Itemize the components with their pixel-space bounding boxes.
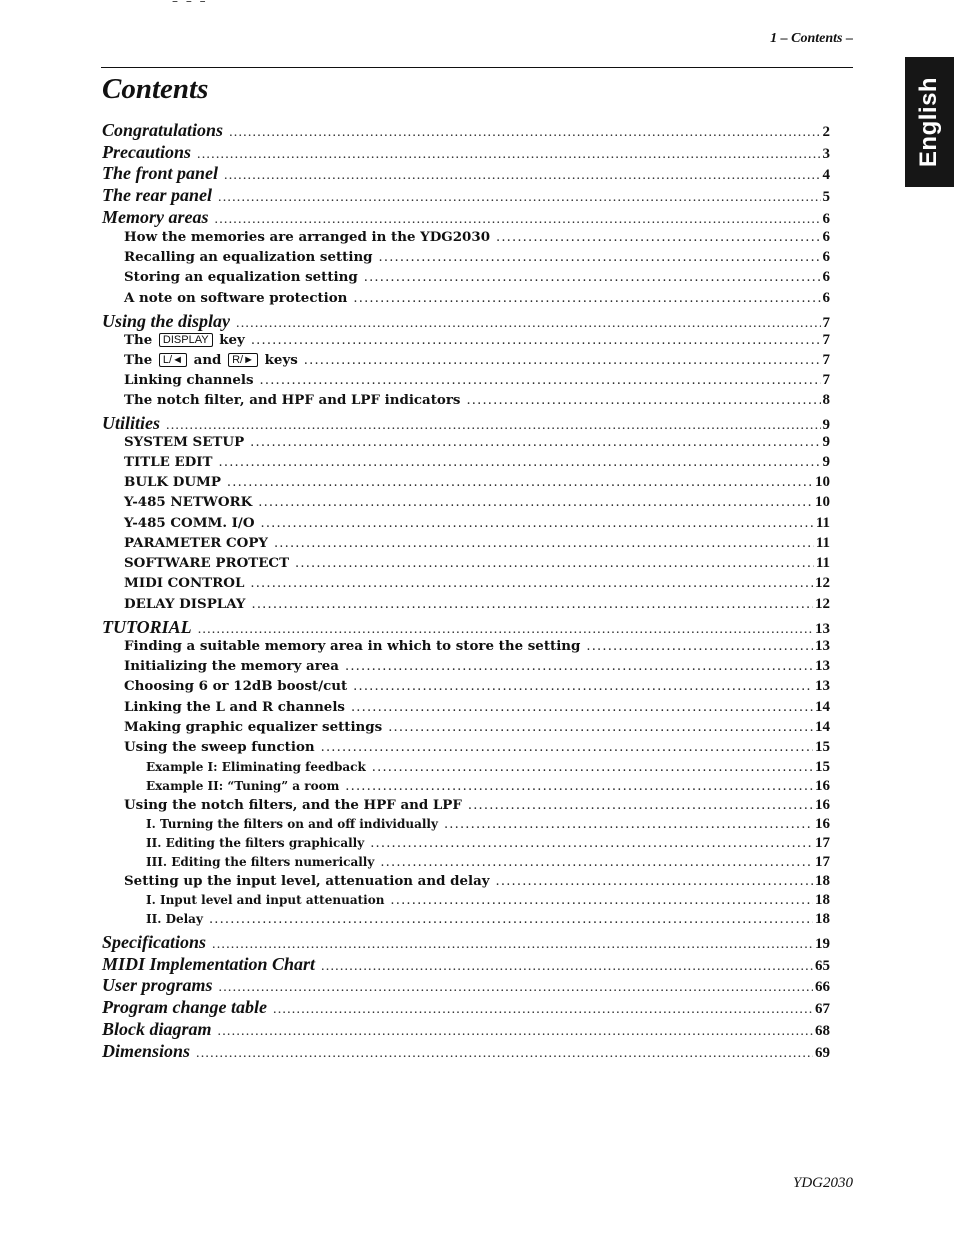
toc-entry-page: 10	[815, 494, 830, 510]
toc-entry-page: 16	[815, 797, 830, 813]
dot-leader	[196, 1046, 813, 1062]
toc-entry-page: 66	[815, 979, 830, 995]
display-key-icon: DISPLAY	[159, 333, 213, 347]
toc-entry-page: 9	[822, 454, 830, 470]
header-rule	[101, 67, 853, 68]
dot-leader	[258, 495, 813, 510]
toc-entry[interactable]	[102, 1041, 830, 1063]
toc-entry-label: II. Editing the filters graphically	[146, 836, 365, 850]
toc-entry-label: Storing an equalization setting	[124, 269, 358, 285]
dot-leader	[321, 959, 813, 975]
toc-entry[interactable]	[124, 434, 830, 456]
toc-entry-label: Using the display	[102, 311, 231, 331]
toc-entry-page: 12	[815, 596, 830, 612]
dot-leader	[370, 836, 813, 851]
dot-leader	[390, 893, 813, 908]
toc-entry-page: 18	[815, 892, 830, 908]
toc-entry-page: 14	[815, 699, 830, 715]
dot-leader	[166, 418, 821, 434]
toc-entry[interactable]	[102, 311, 830, 333]
dot-leader	[274, 536, 814, 551]
toc-entry-page: 6	[822, 249, 830, 265]
toc-entry-label: Linking the L and R channels	[124, 699, 345, 715]
top-crop-mark: – – –	[172, 0, 208, 8]
dot-leader	[351, 700, 813, 715]
toc-entry[interactable]	[102, 413, 830, 435]
toc-entry-page: 17	[815, 835, 830, 851]
toc-entry-page: 6	[822, 211, 830, 227]
toc-entry-label: Setting up the input level, attenuation and delay	[124, 873, 490, 889]
toc-entry-page: 16	[815, 816, 830, 832]
toc-entry-page: 6	[822, 229, 830, 245]
toc-entry[interactable]	[124, 474, 830, 496]
toc-entry-label: SYSTEM SETUP	[124, 434, 245, 450]
dot-leader	[198, 622, 813, 638]
toc-entry-page: 6	[822, 269, 830, 285]
toc-entry-page: 13	[815, 621, 830, 637]
toc-entry[interactable]	[124, 515, 830, 537]
toc-entry-page: 7	[822, 372, 830, 388]
dot-leader	[229, 125, 820, 141]
toc-entry-page: 7	[822, 315, 830, 331]
toc-entry-label: Specifications	[102, 932, 206, 952]
dot-leader	[218, 190, 821, 206]
toc-label-prefix: The	[124, 352, 153, 368]
dot-leader	[212, 937, 813, 953]
toc-entry-label: Using the sweep function	[124, 739, 315, 755]
toc-entry-page: 65	[815, 958, 830, 974]
toc-entry-page: 17	[815, 854, 830, 870]
dot-leader	[251, 333, 821, 348]
running-head: 1 – Contents –	[770, 31, 853, 46]
toc-entry-page: 13	[815, 638, 830, 654]
toc-entry[interactable]	[124, 269, 830, 291]
toc-entry[interactable]	[102, 932, 830, 954]
dot-leader	[261, 516, 814, 531]
toc-entry-page: 8	[822, 392, 830, 408]
dot-leader	[353, 679, 813, 694]
toc-entry-label	[124, 332, 245, 348]
toc-entry-label: Choosing 6 or 12dB boost/cut	[124, 678, 348, 694]
toc-entry-page: 67	[815, 1001, 830, 1017]
dot-leader	[209, 912, 813, 927]
toc-entry-label: A note on software protection	[124, 290, 348, 306]
dot-leader	[215, 212, 821, 228]
toc-entry[interactable]	[124, 535, 830, 557]
toc-entry[interactable]	[124, 372, 830, 394]
toc-entry[interactable]	[102, 120, 830, 142]
toc-entry-page: 4	[822, 167, 830, 183]
toc-entry-page: 5	[822, 189, 830, 205]
toc-entry-label: Utilities	[102, 413, 160, 433]
toc-entry-label: The rear panel	[102, 185, 212, 205]
toc-entry-page: 16	[815, 778, 830, 794]
toc-entry-label: TUTORIAL	[102, 617, 192, 637]
toc-entry-label: Y-485 NETWORK	[124, 494, 253, 510]
toc-entry[interactable]	[124, 332, 830, 354]
toc-entry-page: 6	[822, 290, 830, 306]
toc-entry[interactable]	[124, 290, 830, 312]
dot-leader	[388, 720, 813, 735]
dot-leader	[304, 353, 821, 368]
toc-entry-page: 13	[815, 678, 830, 694]
dot-leader	[236, 316, 820, 332]
dot-leader	[260, 373, 821, 388]
toc-entry-label: PARAMETER COPY	[124, 535, 268, 551]
toc-entry[interactable]	[124, 719, 830, 741]
toc-entry-label: Dimensions	[102, 1041, 191, 1061]
toc-entry[interactable]	[102, 185, 830, 207]
toc-entry[interactable]	[102, 997, 830, 1019]
toc-label-suffix: keys	[264, 352, 298, 368]
dot-leader	[379, 250, 821, 265]
toc-entry-page: 9	[822, 434, 830, 450]
dot-leader	[219, 980, 813, 996]
toc-entry-page: 69	[815, 1045, 830, 1061]
toc-entry-label: Finding a suitable memory area in which to store the setting	[124, 638, 581, 654]
dot-leader	[353, 291, 820, 306]
toc-entry-page: 3	[822, 146, 830, 162]
toc-entry-label: Using the notch filters, and the HPF and LPF	[124, 797, 462, 813]
toc-entry-page: 7	[822, 332, 830, 348]
toc-entry-page: 15	[815, 739, 830, 755]
toc-entry[interactable]	[102, 954, 830, 976]
toc-entry[interactable]	[124, 352, 830, 374]
toc-entry-page: 11	[815, 555, 830, 571]
toc-entry-label: BULK DUMP	[124, 474, 221, 490]
dot-leader	[380, 855, 813, 870]
toc-entry-label: TITLE EDIT	[124, 454, 213, 470]
toc-label-suffix: key	[219, 332, 245, 348]
toc-entry[interactable]	[146, 911, 830, 933]
footer-model: YDG2030	[792, 1175, 853, 1191]
dot-leader	[295, 556, 814, 571]
toc-entry-page: 11	[815, 535, 830, 551]
toc-entry-page: 19	[815, 936, 830, 952]
toc-entry-page: 14	[815, 719, 830, 735]
toc-entry-label: III. Editing the filters numerically	[146, 855, 375, 869]
toc-entry-label: II. Delay	[146, 912, 203, 926]
toc-entry[interactable]	[124, 392, 830, 414]
dot-leader	[321, 740, 813, 755]
dot-leader	[444, 817, 813, 832]
dot-leader	[345, 659, 813, 674]
dot-leader	[496, 230, 820, 245]
toc-entry[interactable]	[124, 596, 830, 618]
toc-entry[interactable]	[124, 575, 830, 597]
toc-label-joiner: and	[193, 352, 222, 368]
toc-entry-label: Y-485 COMM. I/O	[124, 515, 255, 531]
toc-entry-label: Example I: Eliminating feedback	[146, 760, 366, 774]
toc-entry-page: 68	[815, 1023, 830, 1039]
toc-entry-label: Recalling an equalization setting	[124, 249, 373, 265]
toc-entry-page: 13	[815, 658, 830, 674]
dot-leader	[345, 779, 813, 794]
toc-entry-label: I. Turning the filters on and off individually	[146, 817, 438, 831]
toc-entry[interactable]	[102, 1019, 830, 1041]
toc-entry-label: Initializing the memory area	[124, 658, 339, 674]
dot-leader	[250, 435, 820, 450]
toc-entry-label: How the memories are arranged in the YDG2030	[124, 229, 491, 245]
toc-entry-label: Congratulations	[102, 120, 224, 140]
dot-leader	[273, 1002, 813, 1018]
toc-entry-page: 7	[822, 352, 830, 368]
toc-entry-label: Program change table	[102, 997, 267, 1017]
toc-entry[interactable]	[124, 494, 830, 516]
toc-label-prefix: The	[124, 332, 153, 348]
toc-entry-label: SOFTWARE PROTECT	[124, 555, 290, 571]
toc-entry-label: User programs	[102, 975, 213, 995]
toc-entry-label: Block diagram	[102, 1019, 212, 1039]
dot-leader	[586, 639, 813, 654]
dot-leader	[219, 455, 821, 470]
toc-entry-page: 9	[822, 417, 830, 433]
toc-entry-label: The front panel	[102, 163, 219, 183]
toc-entry-label: DELAY DISPLAY	[124, 596, 246, 612]
dot-leader	[224, 168, 820, 184]
toc-entry-label: Memory areas	[102, 207, 209, 227]
toc-entry[interactable]	[124, 699, 830, 721]
toc-entry-label: The notch filter, and HPF and LPF indicators	[124, 392, 461, 408]
toc-entry-page: 18	[815, 873, 830, 889]
toc-entry[interactable]	[124, 638, 830, 660]
toc-entry-label	[124, 352, 298, 368]
dot-leader	[252, 597, 814, 612]
dot-leader	[372, 760, 813, 775]
toc-entry[interactable]	[124, 678, 830, 700]
language-tab	[905, 57, 954, 187]
toc-entry-label: I. Input level and input attenuation	[146, 893, 385, 907]
dot-leader	[468, 798, 813, 813]
toc-entry-label: Linking channels	[124, 372, 254, 388]
toc-entry-label: MIDI Implementation Chart	[102, 954, 316, 974]
toc-entry[interactable]	[124, 229, 830, 251]
language-tab-label: English	[915, 76, 943, 168]
dot-leader	[364, 270, 821, 285]
toc-entry-page: 18	[815, 911, 830, 927]
toc-entry[interactable]	[102, 617, 830, 639]
toc-entry-label: Making graphic equalizer settings	[124, 719, 383, 735]
dot-leader	[496, 874, 813, 889]
toc-entry[interactable]	[124, 739, 830, 761]
toc-entry-label: Example II: “Tuning” a room	[146, 779, 340, 793]
toc-entry-page: 12	[815, 575, 830, 591]
toc-entry[interactable]	[124, 555, 830, 577]
right-key-icon: R/►	[228, 353, 258, 367]
toc-entry[interactable]	[124, 658, 830, 680]
toc-entry-label: MIDI CONTROL	[124, 575, 245, 591]
toc-entry[interactable]	[124, 249, 830, 271]
toc-entry-page: 11	[815, 515, 830, 531]
toc-entry-label: Precautions	[102, 142, 192, 162]
toc-entry[interactable]	[102, 163, 830, 185]
toc-entry[interactable]	[124, 454, 830, 476]
left-key-icon: L/◄	[159, 353, 187, 367]
dot-leader	[218, 1024, 813, 1040]
toc-entry[interactable]	[102, 142, 830, 164]
toc-entry[interactable]	[102, 975, 830, 997]
toc-entry-page: 2	[822, 124, 830, 140]
dot-leader	[227, 475, 813, 490]
toc-entry-page: 15	[815, 759, 830, 775]
toc-entry[interactable]	[102, 207, 830, 229]
dot-leader	[466, 393, 820, 408]
page-title: Contents	[102, 73, 209, 105]
dot-leader	[250, 576, 813, 591]
dot-leader	[197, 147, 820, 163]
toc-entry-page: 10	[815, 474, 830, 490]
